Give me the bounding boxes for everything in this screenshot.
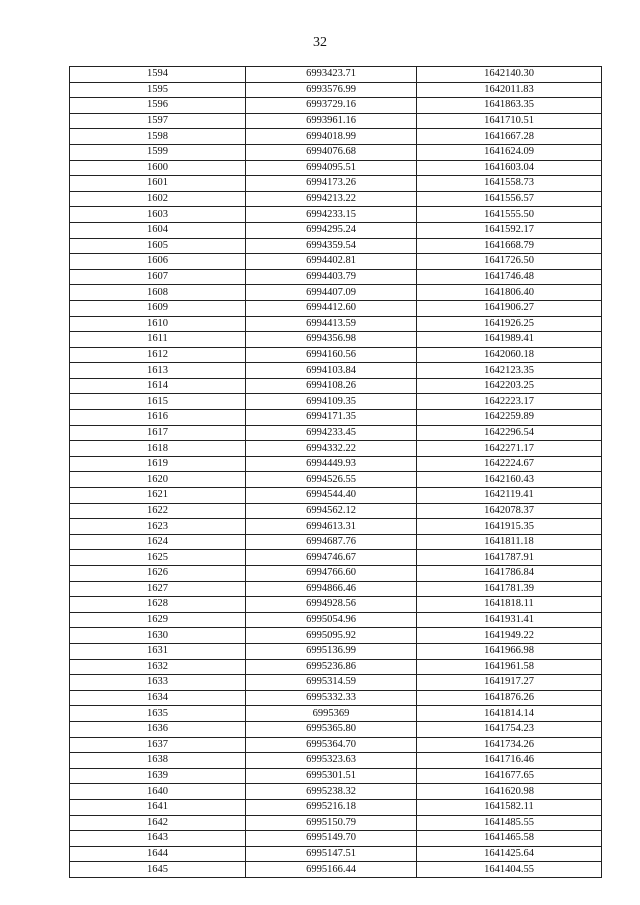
point-number-cell: 1610 bbox=[70, 316, 246, 332]
x-coordinate-cell: 6995365.80 bbox=[246, 721, 417, 737]
x-coordinate-cell: 6995147.51 bbox=[246, 846, 417, 862]
table-row bbox=[70, 332, 602, 348]
x-coordinate-cell: 6994928.56 bbox=[246, 597, 417, 613]
y-coordinate-cell: 1642160.43 bbox=[417, 472, 602, 488]
y-coordinate-cell: 1642123.35 bbox=[417, 363, 602, 379]
y-coordinate-cell: 1641404.55 bbox=[417, 862, 602, 878]
x-coordinate-cell: 6994213.22 bbox=[246, 191, 417, 207]
x-coordinate-cell: 6994613.31 bbox=[246, 519, 417, 535]
point-number-cell: 1624 bbox=[70, 534, 246, 550]
y-coordinate-cell: 1641786.84 bbox=[417, 566, 602, 582]
point-number-cell: 1626 bbox=[70, 566, 246, 582]
x-coordinate-cell: 6995216.18 bbox=[246, 799, 417, 815]
y-coordinate-cell: 1641806.40 bbox=[417, 285, 602, 301]
table-row bbox=[70, 394, 602, 410]
table-row bbox=[70, 191, 602, 207]
point-number-cell: 1641 bbox=[70, 799, 246, 815]
y-coordinate-cell: 1642203.25 bbox=[417, 378, 602, 394]
point-number-cell: 1631 bbox=[70, 643, 246, 659]
table-row bbox=[70, 67, 602, 83]
point-number-cell: 1611 bbox=[70, 332, 246, 348]
table-row bbox=[70, 799, 602, 815]
x-coordinate-cell: 6993961.16 bbox=[246, 113, 417, 129]
x-coordinate-cell: 6995150.79 bbox=[246, 815, 417, 831]
x-coordinate-cell: 6994332.22 bbox=[246, 441, 417, 457]
x-coordinate-cell: 6995095.92 bbox=[246, 628, 417, 644]
y-coordinate-cell: 1641754.23 bbox=[417, 721, 602, 737]
point-number-cell: 1599 bbox=[70, 144, 246, 160]
x-coordinate-cell: 6994108.26 bbox=[246, 378, 417, 394]
x-coordinate-cell: 6995238.32 bbox=[246, 784, 417, 800]
x-coordinate-cell: 6994109.35 bbox=[246, 394, 417, 410]
y-coordinate-cell: 1641624.09 bbox=[417, 144, 602, 160]
x-coordinate-cell: 6994766.60 bbox=[246, 566, 417, 582]
x-coordinate-cell: 6994449.93 bbox=[246, 456, 417, 472]
page-number: 32 bbox=[313, 35, 327, 50]
x-coordinate-cell: 6995136.99 bbox=[246, 643, 417, 659]
table-row bbox=[70, 82, 602, 98]
y-coordinate-cell: 1641931.41 bbox=[417, 612, 602, 628]
y-coordinate-cell: 1641746.48 bbox=[417, 269, 602, 285]
point-number-cell: 1625 bbox=[70, 550, 246, 566]
y-coordinate-cell: 1641961.58 bbox=[417, 659, 602, 675]
table-row bbox=[70, 753, 602, 769]
y-coordinate-cell: 1641465.58 bbox=[417, 831, 602, 847]
point-number-cell: 1598 bbox=[70, 129, 246, 145]
y-coordinate-cell: 1641558.73 bbox=[417, 176, 602, 192]
x-coordinate-cell: 6994095.51 bbox=[246, 160, 417, 176]
point-number-cell: 1601 bbox=[70, 176, 246, 192]
point-number-cell: 1596 bbox=[70, 98, 246, 114]
x-coordinate-cell: 6994526.55 bbox=[246, 472, 417, 488]
x-coordinate-cell: 6995332.33 bbox=[246, 690, 417, 706]
table-row bbox=[70, 347, 602, 363]
point-number-cell: 1608 bbox=[70, 285, 246, 301]
y-coordinate-cell: 1642296.54 bbox=[417, 425, 602, 441]
point-number-cell: 1621 bbox=[70, 488, 246, 504]
y-coordinate-cell: 1641555.50 bbox=[417, 207, 602, 223]
point-number-cell: 1595 bbox=[70, 82, 246, 98]
point-number-cell: 1642 bbox=[70, 815, 246, 831]
table-row bbox=[70, 721, 602, 737]
table-row bbox=[70, 659, 602, 675]
x-coordinate-cell: 6994160.56 bbox=[246, 347, 417, 363]
x-coordinate-cell: 6995301.51 bbox=[246, 768, 417, 784]
x-coordinate-cell: 6994413.59 bbox=[246, 316, 417, 332]
x-coordinate-cell: 6994687.76 bbox=[246, 534, 417, 550]
table-row bbox=[70, 410, 602, 426]
x-coordinate-cell: 6994562.12 bbox=[246, 503, 417, 519]
table-row bbox=[70, 784, 602, 800]
y-coordinate-cell: 1641556.57 bbox=[417, 191, 602, 207]
point-number-cell: 1637 bbox=[70, 737, 246, 753]
table-row bbox=[70, 222, 602, 238]
table-row bbox=[70, 144, 602, 160]
point-number-cell: 1622 bbox=[70, 503, 246, 519]
y-coordinate-cell: 1641863.35 bbox=[417, 98, 602, 114]
y-coordinate-cell: 1641710.51 bbox=[417, 113, 602, 129]
table-row bbox=[70, 534, 602, 550]
table-row bbox=[70, 363, 602, 379]
table-row bbox=[70, 316, 602, 332]
coordinates-table bbox=[69, 66, 602, 878]
point-number-cell: 1614 bbox=[70, 378, 246, 394]
table-row bbox=[70, 441, 602, 457]
point-number-cell: 1633 bbox=[70, 675, 246, 691]
y-coordinate-cell: 1641734.26 bbox=[417, 737, 602, 753]
point-number-cell: 1613 bbox=[70, 363, 246, 379]
point-number-cell: 1645 bbox=[70, 862, 246, 878]
point-number-cell: 1638 bbox=[70, 753, 246, 769]
point-number-cell: 1627 bbox=[70, 581, 246, 597]
table-row bbox=[70, 737, 602, 753]
point-number-cell: 1612 bbox=[70, 347, 246, 363]
y-coordinate-cell: 1642060.18 bbox=[417, 347, 602, 363]
table-row bbox=[70, 706, 602, 722]
y-coordinate-cell: 1641726.50 bbox=[417, 254, 602, 270]
y-coordinate-cell: 1641876.26 bbox=[417, 690, 602, 706]
point-number-cell: 1620 bbox=[70, 472, 246, 488]
point-number-cell: 1600 bbox=[70, 160, 246, 176]
table-row bbox=[70, 160, 602, 176]
point-number-cell: 1640 bbox=[70, 784, 246, 800]
y-coordinate-cell: 1641603.04 bbox=[417, 160, 602, 176]
y-coordinate-cell: 1641668.79 bbox=[417, 238, 602, 254]
point-number-cell: 1632 bbox=[70, 659, 246, 675]
table-row bbox=[70, 488, 602, 504]
point-number-cell: 1639 bbox=[70, 768, 246, 784]
point-number-cell: 1619 bbox=[70, 456, 246, 472]
point-number-cell: 1643 bbox=[70, 831, 246, 847]
y-coordinate-cell: 1641677.65 bbox=[417, 768, 602, 784]
x-coordinate-cell: 6994295.24 bbox=[246, 222, 417, 238]
x-coordinate-cell: 6994356.98 bbox=[246, 332, 417, 348]
table-row bbox=[70, 768, 602, 784]
y-coordinate-cell: 1641781.39 bbox=[417, 581, 602, 597]
table-row bbox=[70, 643, 602, 659]
point-number-cell: 1618 bbox=[70, 441, 246, 457]
y-coordinate-cell: 1642140.30 bbox=[417, 67, 602, 83]
x-coordinate-cell: 6994076.68 bbox=[246, 144, 417, 160]
x-coordinate-cell: 6995323.63 bbox=[246, 753, 417, 769]
y-coordinate-cell: 1641485.55 bbox=[417, 815, 602, 831]
x-coordinate-cell: 6994171.35 bbox=[246, 410, 417, 426]
point-number-cell: 1604 bbox=[70, 222, 246, 238]
table-row bbox=[70, 846, 602, 862]
table-row bbox=[70, 581, 602, 597]
point-number-cell: 1623 bbox=[70, 519, 246, 535]
table-row bbox=[70, 503, 602, 519]
point-number-cell: 1615 bbox=[70, 394, 246, 410]
y-coordinate-cell: 1641917.27 bbox=[417, 675, 602, 691]
table-row bbox=[70, 425, 602, 441]
point-number-cell: 1635 bbox=[70, 706, 246, 722]
y-coordinate-cell: 1641949.22 bbox=[417, 628, 602, 644]
point-number-cell: 1602 bbox=[70, 191, 246, 207]
y-coordinate-cell: 1642223.17 bbox=[417, 394, 602, 410]
x-coordinate-cell: 6995369 bbox=[246, 706, 417, 722]
table-row bbox=[70, 113, 602, 129]
x-coordinate-cell: 6994866.46 bbox=[246, 581, 417, 597]
x-coordinate-cell: 6994412.60 bbox=[246, 300, 417, 316]
x-coordinate-cell: 6995364.70 bbox=[246, 737, 417, 753]
x-coordinate-cell: 6994173.26 bbox=[246, 176, 417, 192]
table-row bbox=[70, 690, 602, 706]
x-coordinate-cell: 6995054.96 bbox=[246, 612, 417, 628]
table-row bbox=[70, 862, 602, 878]
table-row bbox=[70, 300, 602, 316]
x-coordinate-cell: 6994407.09 bbox=[246, 285, 417, 301]
table-row bbox=[70, 207, 602, 223]
table-row bbox=[70, 238, 602, 254]
x-coordinate-cell: 6993576.99 bbox=[246, 82, 417, 98]
x-coordinate-cell: 6994402.81 bbox=[246, 254, 417, 270]
x-coordinate-cell: 6994746.67 bbox=[246, 550, 417, 566]
y-coordinate-cell: 1641906.27 bbox=[417, 300, 602, 316]
x-coordinate-cell: 6993423.71 bbox=[246, 67, 417, 83]
x-coordinate-cell: 6995166.44 bbox=[246, 862, 417, 878]
x-coordinate-cell: 6994018.99 bbox=[246, 129, 417, 145]
x-coordinate-cell: 6993729.16 bbox=[246, 98, 417, 114]
point-number-cell: 1629 bbox=[70, 612, 246, 628]
y-coordinate-cell: 1641667.28 bbox=[417, 129, 602, 145]
table-row bbox=[70, 519, 602, 535]
y-coordinate-cell: 1642011.83 bbox=[417, 82, 602, 98]
point-number-cell: 1605 bbox=[70, 238, 246, 254]
x-coordinate-cell: 6994233.15 bbox=[246, 207, 417, 223]
table-row bbox=[70, 378, 602, 394]
table-row bbox=[70, 176, 602, 192]
x-coordinate-cell: 6995236.86 bbox=[246, 659, 417, 675]
x-coordinate-cell: 6995314.59 bbox=[246, 675, 417, 691]
x-coordinate-cell: 6994544.40 bbox=[246, 488, 417, 504]
y-coordinate-cell: 1641787.91 bbox=[417, 550, 602, 566]
coordinates-table-body bbox=[70, 67, 602, 878]
table-row bbox=[70, 566, 602, 582]
point-number-cell: 1616 bbox=[70, 410, 246, 426]
y-coordinate-cell: 1641582.11 bbox=[417, 799, 602, 815]
point-number-cell: 1594 bbox=[70, 67, 246, 83]
y-coordinate-cell: 1641915.35 bbox=[417, 519, 602, 535]
table-row bbox=[70, 815, 602, 831]
table-row bbox=[70, 254, 602, 270]
table-row bbox=[70, 628, 602, 644]
y-coordinate-cell: 1641814.14 bbox=[417, 706, 602, 722]
point-number-cell: 1617 bbox=[70, 425, 246, 441]
y-coordinate-cell: 1641966.98 bbox=[417, 643, 602, 659]
x-coordinate-cell: 6994359.54 bbox=[246, 238, 417, 254]
table-row bbox=[70, 456, 602, 472]
y-coordinate-cell: 1641592.17 bbox=[417, 222, 602, 238]
y-coordinate-cell: 1642078.37 bbox=[417, 503, 602, 519]
x-coordinate-cell: 6994403.79 bbox=[246, 269, 417, 285]
y-coordinate-cell: 1642271.17 bbox=[417, 441, 602, 457]
y-coordinate-cell: 1641811.18 bbox=[417, 534, 602, 550]
table-row bbox=[70, 597, 602, 613]
y-coordinate-cell: 1641425.64 bbox=[417, 846, 602, 862]
table-row bbox=[70, 675, 602, 691]
point-number-cell: 1597 bbox=[70, 113, 246, 129]
x-coordinate-cell: 6994233.45 bbox=[246, 425, 417, 441]
table-row bbox=[70, 285, 602, 301]
point-number-cell: 1603 bbox=[70, 207, 246, 223]
y-coordinate-cell: 1642259.89 bbox=[417, 410, 602, 426]
point-number-cell: 1636 bbox=[70, 721, 246, 737]
point-number-cell: 1628 bbox=[70, 597, 246, 613]
table-row bbox=[70, 129, 602, 145]
point-number-cell: 1634 bbox=[70, 690, 246, 706]
y-coordinate-cell: 1642119.41 bbox=[417, 488, 602, 504]
point-number-cell: 1609 bbox=[70, 300, 246, 316]
x-coordinate-cell: 6994103.84 bbox=[246, 363, 417, 379]
y-coordinate-cell: 1641716.46 bbox=[417, 753, 602, 769]
y-coordinate-cell: 1641620.98 bbox=[417, 784, 602, 800]
y-coordinate-cell: 1641926.25 bbox=[417, 316, 602, 332]
table-row bbox=[70, 472, 602, 488]
table-row bbox=[70, 612, 602, 628]
table-row bbox=[70, 831, 602, 847]
y-coordinate-cell: 1641989.41 bbox=[417, 332, 602, 348]
table-row bbox=[70, 98, 602, 114]
x-coordinate-cell: 6995149.70 bbox=[246, 831, 417, 847]
y-coordinate-cell: 1641818.11 bbox=[417, 597, 602, 613]
point-number-cell: 1644 bbox=[70, 846, 246, 862]
point-number-cell: 1607 bbox=[70, 269, 246, 285]
y-coordinate-cell: 1642224.67 bbox=[417, 456, 602, 472]
table-row bbox=[70, 269, 602, 285]
point-number-cell: 1630 bbox=[70, 628, 246, 644]
table-row bbox=[70, 550, 602, 566]
point-number-cell: 1606 bbox=[70, 254, 246, 270]
